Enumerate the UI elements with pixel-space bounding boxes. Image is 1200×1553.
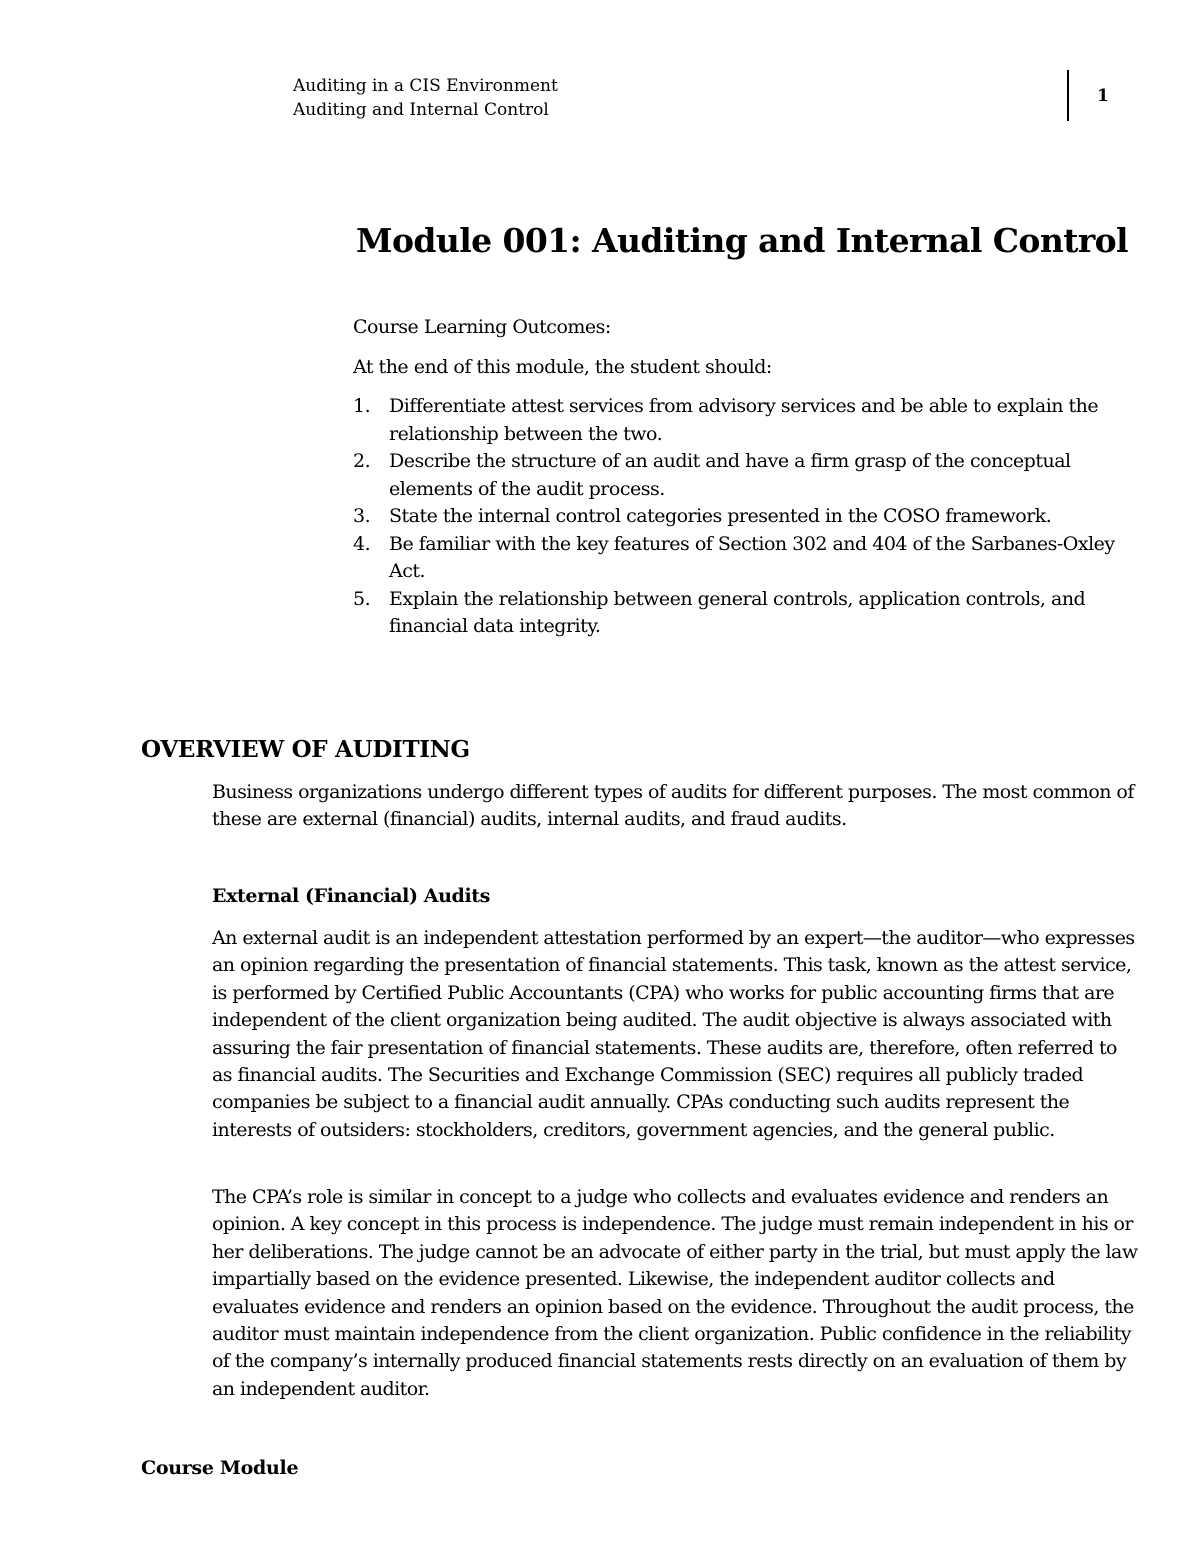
page-header	[293, 74, 558, 122]
paragraph-external-audit	[212, 925, 1142, 1144]
list-item-number: 3.	[353, 505, 371, 527]
list-item	[353, 586, 1133, 641]
list-item	[353, 531, 1133, 586]
outcomes-list	[353, 393, 1133, 641]
header-module-title: Auditing and Internal Control	[293, 100, 549, 120]
outcomes-heading: Course Learning Outcomes:	[353, 316, 611, 338]
intro-paragraph	[212, 779, 1142, 834]
paragraph-text: The CPA’s role is similar in concept to a judge who collects and evaluates evidence and renders an opinion. A key concept in this process is independence. The judge must remain independent in his or her deliberations. The judge cannot be an advocate of either party in the trial, but must apply the law impartially based on the evidence presented. Likewise, the independent auditor collects and evaluates evidence and renders an opinion based on the evidence. Throughout the audit process, the auditor must maintain independence from the client organization. Public confidence in the reliability of the company’s internally produced financial statements rests directly on an evaluation of them by an independent auditor.	[212, 1186, 1138, 1400]
list-item	[353, 448, 1133, 503]
module-title: Module 001: Auditing and Internal Control	[356, 221, 1128, 260]
page-number: 1	[1097, 86, 1109, 106]
list-item-text: Differentiate attest services from advisory services and be able to explain the relationship between the two.	[389, 395, 1099, 445]
paragraph-cpa-role	[212, 1184, 1142, 1403]
list-item	[353, 393, 1133, 448]
list-item-number: 4.	[353, 532, 371, 555]
list-item-text: Be familiar with the key features of Section 302 and 404 of the Sarbanes-Oxley Act.	[389, 532, 1115, 582]
header-divider	[1067, 70, 1069, 121]
list-item-number: 1.	[353, 395, 371, 417]
list-item-text: State the internal control categories presented in the COSO framework.	[389, 505, 1052, 527]
list-item-text: Explain the relationship between general controls, application controls, and financial data integrity.	[389, 587, 1086, 637]
subsection-heading: External (Financial) Audits	[212, 885, 490, 907]
list-item-number: 2.	[353, 450, 371, 472]
list-item	[353, 503, 1133, 531]
paragraph-text: An external audit is an independent attestation performed by an expert—the auditor—who expresses an opinion regarding the presentation of financial statements. This task, known as the attest service, is performed by Certified Public Accountants (CPA) who works for public accounting firms that are independent of the client organization being audited. The audit objective is always associated with assuring the fair presentation of financial statements. These audits are, therefore, often referred to as financial audits. The Securities and Exchange Commission (SEC) requires all publicly traded companies be subject to a financial audit annually. CPAs conducting such audits represent the interests of outsiders: stockholders, creditors, government agencies, and the general public.	[212, 927, 1135, 1141]
list-item-number: 5.	[353, 587, 371, 610]
section-heading: OVERVIEW OF AUDITING	[141, 736, 470, 763]
list-item-text: Describe the structure of an audit and have a firm grasp of the conceptual elements of the audit process.	[389, 450, 1071, 500]
header-course-title: Auditing in a CIS Environment	[293, 76, 558, 96]
outcomes-lead: At the end of this module, the student should:	[353, 355, 772, 378]
intro-text: Business organizations undergo different types of audits for different purposes. The most common of these are external (financial) audits, internal audits, and fraud audits.	[212, 781, 1134, 831]
footer-label: Course Module	[141, 1457, 299, 1479]
learning-outcomes	[353, 314, 1133, 641]
